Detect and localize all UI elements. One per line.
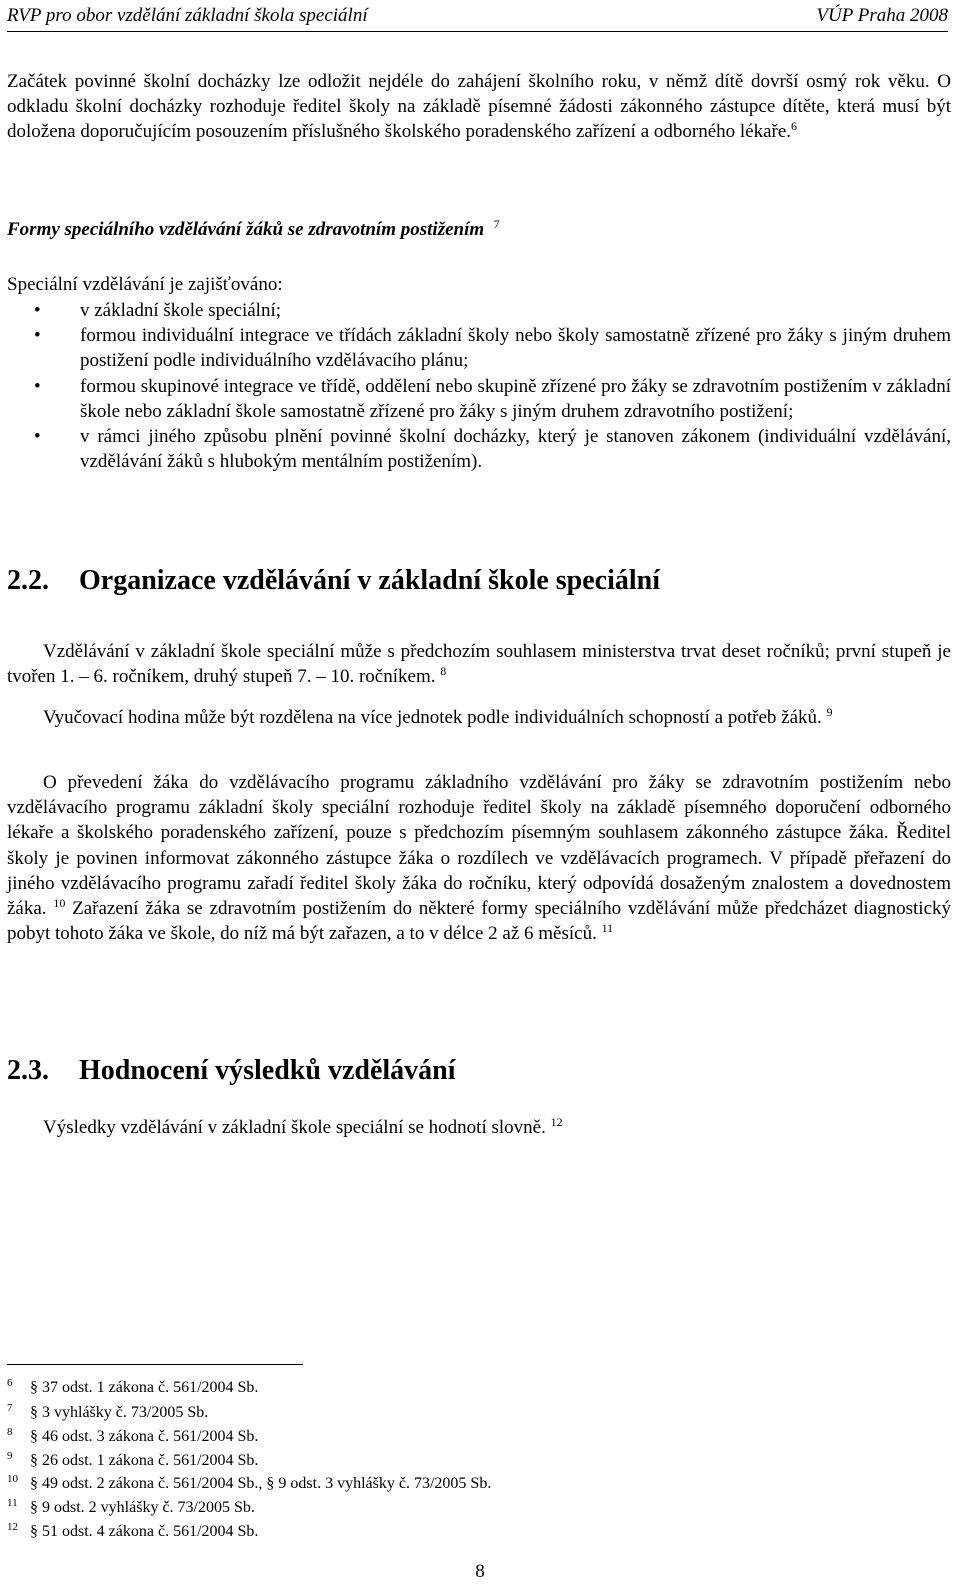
footnote-number: 7: [7, 1402, 13, 1414]
footnote: [7, 1426, 259, 1447]
section-title: Organizace vzdělávání v základní škole speciální: [79, 565, 661, 596]
footnote-ref: 6: [791, 119, 798, 134]
footnote-text: § 9 odst. 2 vyhlášky č. 73/2005 Sb.: [30, 1499, 255, 1516]
footnote-ref: 12: [550, 1115, 563, 1129]
footnote-text: § 26 odst. 1 zákona č. 561/2004 Sb.: [30, 1452, 259, 1469]
s22-paragraph-2: [7, 705, 951, 730]
s23-paragraph-1: [7, 1115, 951, 1140]
list-item: [7, 424, 951, 474]
footnote-ref: 10: [53, 896, 66, 911]
footnote-text: § 46 odst. 3 zákona č. 561/2004 Sb.: [30, 1428, 259, 1445]
forms-lead: Speciální vzdělávání je zajišťováno:: [7, 274, 283, 295]
intro-text: Začátek povinné školní docházky lze odložit nejdéle do zahájení školního roku, v němž dítě dovrší osmý rok věku. O odkladu školní docházky rozhoduje ředitel školy na základě písemné žádosti zákonného zástupce dítěte, která musí být doložena doporučujícím posouzením příslušného školského poradenského zařízení a odborného lékaře.: [7, 71, 951, 143]
footnote: [7, 1497, 255, 1518]
footnote-ref: 9: [826, 705, 833, 719]
header-publisher: VÚP Praha 2008: [816, 5, 948, 26]
s22-paragraph-1: [7, 639, 951, 689]
footnote-number: 10: [7, 1473, 18, 1485]
list-item-text: v rámci jiného způsobu plnění povinné školní docházky, který je stanoven zákonem (individuální vzdělávání, vzdělávání žáků s hlubokým mentálním postižením).: [80, 426, 951, 473]
page-header: [7, 5, 948, 32]
footnote: [7, 1402, 209, 1423]
footnote: [7, 1521, 259, 1542]
header-title: RVP pro obor vzdělání základní škola speciální: [7, 5, 368, 26]
footnote-number: 6: [7, 1377, 13, 1389]
section-number: 2.3.: [7, 1055, 49, 1086]
footnote-text: § 37 odst. 1 zákona č. 561/2004 Sb.: [30, 1379, 259, 1396]
s22-p1-text: Vzdělávání v základní škole speciální může s předchozím souhlasem ministerstva trvat deset ročníků; první stupeň je tvořen 1. – 6. ročníkem, druhý stupeň 7. – 10. ročníkem.: [7, 641, 951, 688]
s22-p3b-text: Zařazení žáka se zdravotním postižením do některé formy speciálního vzdělávání může předcházet diagnostický pobyt tohoto žáka ve škole, do níž má být zařazen, a to v délce 2 až 6 měsíců.: [7, 898, 952, 945]
footnote-ref: 8: [440, 664, 447, 679]
s23-p1-text: Výsledky vzdělávání v základní škole speciální se hodnotí slovně.: [43, 1117, 546, 1138]
footnote-separator: [7, 1364, 303, 1365]
footnote-text: § 51 odst. 4 zákona č. 561/2004 Sb.: [30, 1523, 259, 1540]
page-number: 8: [475, 1561, 485, 1582]
section-number: 2.2.: [7, 565, 49, 596]
bullet: •: [34, 375, 41, 397]
s22-p3a-text: O převedení žáka do vzdělávacího programu základního vzdělávání pro žáky se zdravotním postižením nebo vzdělávacího programu základní školy speciální rozhoduje ředitel školy na základě písemného doporučení odborného lékaře a školského poradenského zařízení, pouze s předchozím písemným souhlasem zákonného zástupce žáka. Ředitel školy je povinen informovat zákonného zástupce žáka o rozdílech ve vzdělávacích programech. V případě přeřazení do jiného vzdělávacího programu zařadí ředitel školy žáka do ročníku, který odpovídá dosaženým znalostem a dovednostem žáka.: [7, 772, 951, 920]
list-item: [7, 323, 951, 373]
footnote-number: 12: [7, 1521, 18, 1533]
footnote-ref: 7: [493, 217, 500, 231]
forms-heading-text: Formy speciálního vzdělávání žáků se zdravotním postižením: [7, 219, 485, 240]
footnote-text: § 49 odst. 2 zákona č. 561/2004 Sb., § 9 odst. 3 vyhlášky č. 73/2005 Sb.: [30, 1475, 492, 1492]
footnote: [7, 1377, 259, 1398]
forms-heading: [7, 219, 500, 241]
bullet: •: [34, 325, 41, 347]
forms-list: [7, 298, 951, 474]
footnote-ref: 11: [601, 921, 614, 936]
footnote-number: 11: [7, 1497, 18, 1509]
bullet: •: [34, 426, 41, 448]
section-title: Hodnocení výsledků vzdělávání: [79, 1055, 456, 1086]
bullet: •: [34, 300, 41, 321]
list-item: [7, 374, 951, 424]
list-item-text: formou skupinové integrace ve třídě, oddělení nebo skupině zřízené pro žáky se zdravotním postižením v základní škole nebo základní škole samostatně zřízené pro žáky s jiným druhem zdravotního postižení;: [80, 375, 951, 422]
s22-p2-text: Vyučovací hodina může být rozdělena na více jednotek podle individuálních schopností a potřeb žáků.: [43, 707, 822, 728]
list-item: [7, 298, 951, 323]
footnote: [7, 1473, 492, 1494]
footnote-number: 8: [7, 1426, 13, 1438]
footnote-text: § 3 vyhlášky č. 73/2005 Sb.: [30, 1404, 209, 1421]
list-item-text: v základní škole speciální;: [80, 300, 282, 321]
intro-paragraph: [7, 69, 951, 145]
list-item-text: formou individuální integrace ve třídách základní školy nebo školy samostatně zřízené pro žáky s jiným druhem postižení podle individuálního vzdělávacího plánu;: [80, 325, 951, 372]
footnote: [7, 1450, 259, 1471]
footnote-number: 9: [7, 1450, 13, 1462]
s22-paragraph-3: [7, 770, 951, 946]
